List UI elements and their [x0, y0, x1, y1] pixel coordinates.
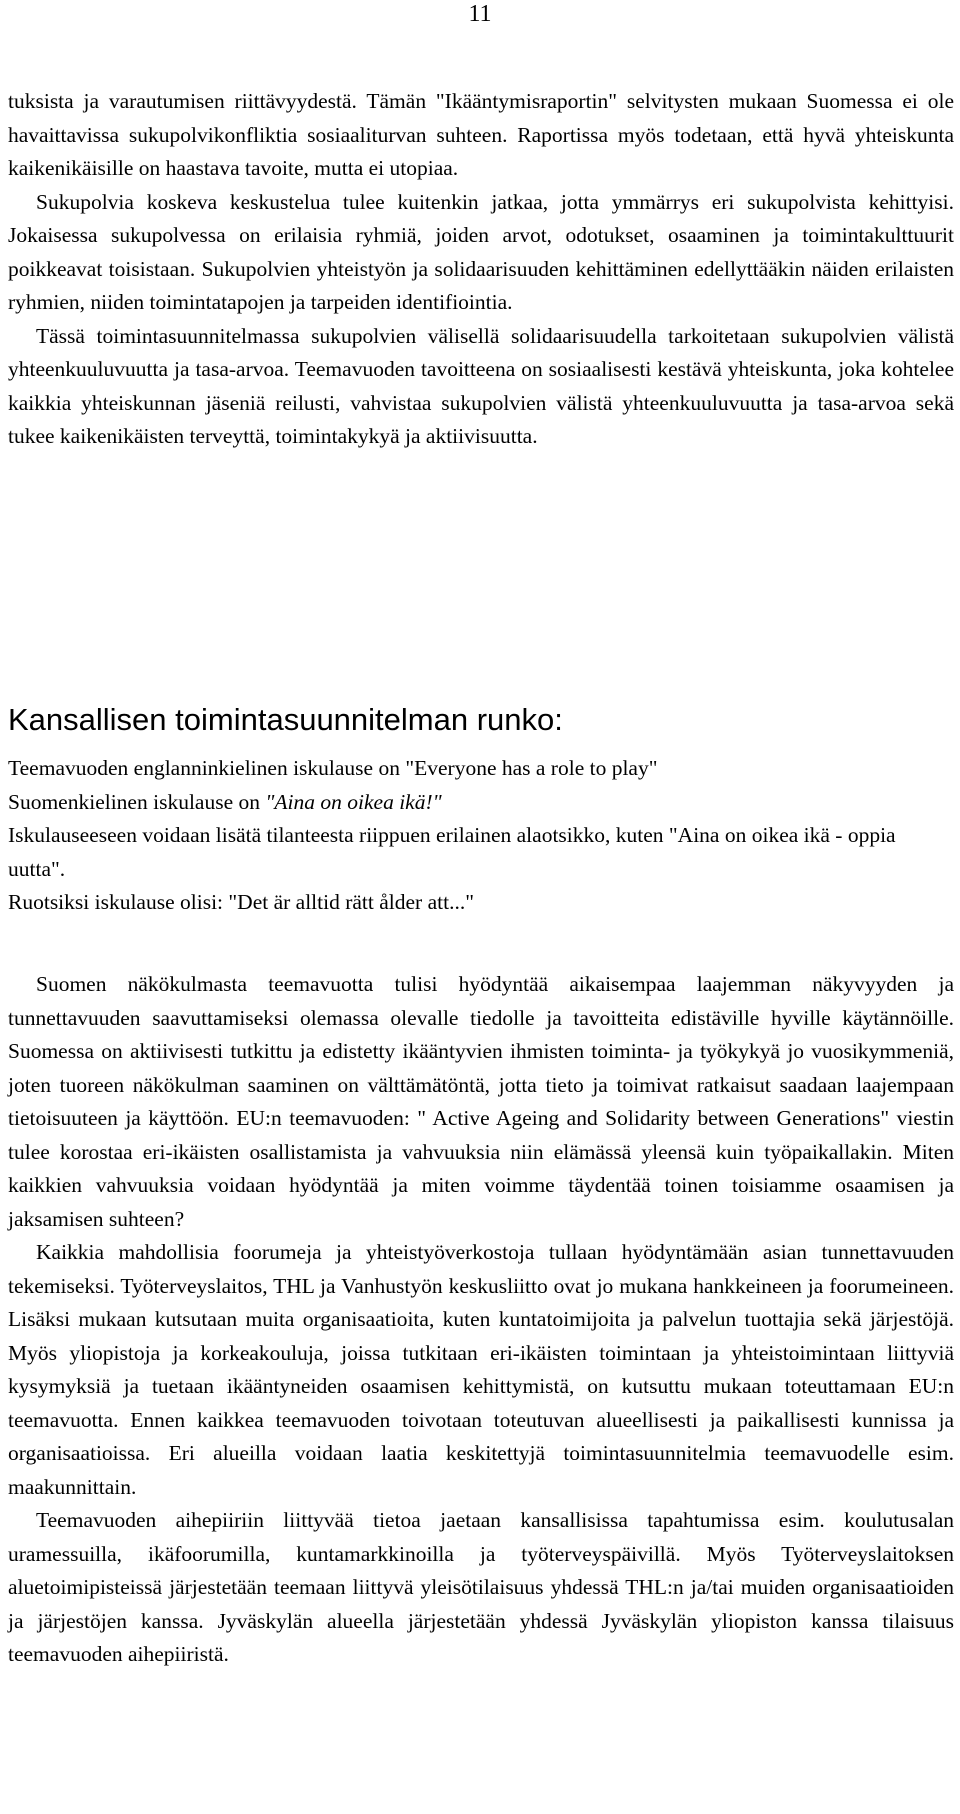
finnish-slogan-prefix: Suomenkielinen iskulause on [8, 789, 266, 814]
english-slogan-line: Teemavuoden englanninkielinen iskulause on "Everyone has a role to play" [8, 756, 658, 780]
body-paragraph-2: Kaikkia mahdollisia foorumeja ja yhteistyöverkostoja tullaan hyödyntämään asian tunnettavuuden tekemiseksi. Työterveyslaitos, THL ja Vanhustyön keskusliitto ovat jo mukana hankkeineen ja foorumeineen. Lisäksi mukaan kutsutaan muita organisaatioita, kuten kuntatoimijoita ja palvelun tuottajia sekä järjestöjä. Myös yliopistoja ja korkeakouluja, joissa tutkitaan eri-ikäisten toimintaan ja yhteistoimintaan liittyviä kysymyksiä ja tuetaan ikääntyneiden osaamisen kehittymistä, on kutsuttu mukaan toteuttamaan EU:n teemavuotta. Ennen kaikkea teemavuoden toivotaan toteutuvan alueellisesti ja paikallisesti kunnissa ja organisaatioissa. Eri alueilla voidaan laatia keskitettyjä toimintasuunnitelmia teemavuodelle esim. maakunnittain. [8, 1240, 954, 1499]
intro-paragraph-2: Sukupolvia koskeva keskustelua tulee kuitenkin jatkaa, jotta ymmärrys eri sukupolvista kehittyisi. Jokaisessa sukupolvessa on erilaisia ryhmiä, joiden arvot, odotukset, osaaminen ja toimintakulttuurit poikkeavat toisistaan. Sukupolvien yhteistyön ja solidaarisuuden kehittäminen edellyttääkin näiden erilaisten ryhmien, niiden toimintatapojen ja tarpeiden identifiointia. [8, 189, 954, 314]
slogan-section [8, 752, 954, 920]
subtitle-note-line: Iskulauseeseen voidaan lisätä tilanteesta riippuen erilainen alaotsikko, kuten "Aina on oikea ikä - oppia uutta". [8, 823, 896, 881]
finnish-slogan-line [8, 786, 954, 820]
section-heading: Kansallisen toimintasuunnitelman runko: [8, 702, 563, 737]
body-paragraph-1: Suomen näkökulmasta teemavuotta tulisi hyödyntää aikaisempaa laajemman näkyvyyden ja tunnettavuuden saavuttamiseksi olemassa olevalle tiedolle ja tavoitteita edistäville hyville käytännöille. Suomessa on aktiivisesti tutkittu ja edistetty ikääntyvien ihmisten toiminta- ja työkykyä jo vuosikymmeniä, joten tuoreen näkökulman saaminen on välttämätöntä, jotta tieto ja toimivat ratkaisut saadaan laajempaan tietoisuuteen ja käyttöön. EU:n teemavuoden: " Active Ageing and Solidarity between Generations" viestin tulee korostaa eri-ikäisten osallistamista ja vahvuuksia niin elämässä yleensä kuin työpaikallakin. Miten kaikkien vahvuuksia voidaan hyödyntää ja miten voimme täydentää toinen toisiamme osaamisen ja jaksamisen suhteen? [8, 972, 954, 1231]
swedish-slogan-line: Ruotsiksi iskulause olisi: "Det är alltid rätt ålder att..." [8, 890, 474, 914]
intro-paragraph-1: tuksista ja varautumisen riittävyydestä. Tämän "Ikääntymisraportin" selvitysten mukaan Suomessa ei ole havaittavissa sukupolvikonfliktia sosiaaliturvan suhteen. Raportissa myös todetaan, että hyvä yhteiskunta kaikenikäisille on haastava tavoite, mutta ei utopiaa. [8, 89, 954, 180]
body-text [8, 968, 954, 1672]
intro-paragraph-3: Tässä toimintasuunnitelmassa sukupolvien välisellä solidaarisuudella tarkoitetaan sukupolvien välistä yhteenkuuluvuutta ja tasa-arvoa. Teemavuoden tavoitteena on sosiaalisesti kestävä yhteiskunta, joka kohtelee kaikkia yhteiskunnan jäseniä reilusti, vahvistaa sukupolvien välistä yhteenkuuluvuutta ja tasa-arvoa sekä tukee kaikenikäisten terveyttä, toimintakykyä ja aktiivisuutta. [8, 323, 954, 448]
finnish-slogan: "Aina on oikea ikä!" [265, 789, 442, 814]
body-paragraph-3: Teemavuoden aihepiiriin liittyvää tietoa jaetaan kansallisissa tapahtumissa esim. koulutusalan uramessuilla, ikäfoorumilla, kuntamarkkinoilla ja työterveyspäivillä. Myös Työterveyslaitoksen aluetoimipisteissä järjestetään teemaan liittyvä yleisötilaisuus yhdessä THL:n ja/tai muiden organisaatioiden ja järjestöjen kanssa. Jyväskylän alueella järjestetään yhdessä Jyväskylän yliopiston kanssa tilaisuus teemavuoden aihepiiristä. [8, 1508, 954, 1666]
page-number: 11 [468, 1, 492, 27]
intro-text [8, 85, 954, 454]
